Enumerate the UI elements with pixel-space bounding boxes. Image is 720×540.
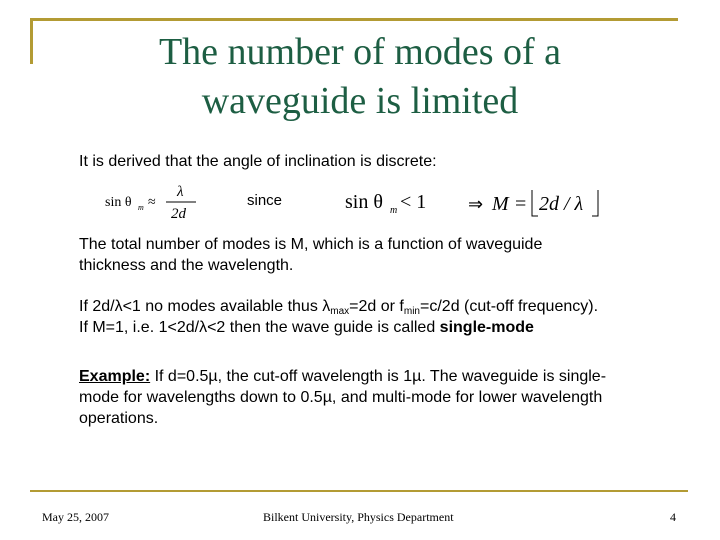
f1-approx: ≈ — [148, 195, 156, 210]
f3-eq: = — [515, 193, 527, 215]
f1-sub: m — [138, 203, 144, 212]
sub-min: min — [403, 306, 420, 317]
modes-line-1 — [79, 296, 699, 317]
modes-line-2 — [79, 317, 699, 338]
footer-institution: Bilkent University, Physics Department — [263, 510, 454, 524]
frame-left-rule — [30, 18, 33, 64]
example-line-1 — [79, 366, 689, 387]
modes-line-2-a: If M=1, i.e. 1<2d/λ<2 then the wave guide is called — [79, 319, 440, 336]
f3-expr: 2d / λ — [539, 193, 584, 215]
total-modes-text — [79, 234, 679, 276]
f3-arrow: ⇒ — [468, 194, 484, 214]
f1-denominator: 2d — [171, 206, 186, 222]
total-line-2: thickness and the wavelength. — [79, 257, 294, 274]
example-line-3: operations. — [79, 410, 159, 427]
formula-sin-theta-less-one — [343, 188, 433, 216]
title-line-2: waveguide is limited — [201, 80, 519, 122]
modes-line-1-b: =2d or f — [349, 298, 404, 315]
title-line-1: The number of modes of a — [158, 31, 562, 73]
f3-var: M — [492, 193, 509, 215]
f2-rel: < 1 — [400, 191, 427, 213]
example-line-2: mode for wavelengths down to 0.5µ, and multi-mode for lower wavelength — [79, 389, 603, 406]
f1-lhs: sin θ — [105, 195, 132, 210]
frame-bottom-rule — [30, 490, 688, 492]
frame-top-rule — [30, 18, 678, 21]
modes-conditions — [79, 296, 699, 338]
formula-mode-count — [466, 188, 606, 218]
modes-line-1-c: =c/2d (cut-off frequency). — [420, 298, 599, 315]
modes-line-1-a: If 2d/λ<1 no modes available thus λ — [79, 298, 331, 315]
sub-max: max — [330, 306, 350, 317]
example-label: Example: — [79, 368, 151, 385]
since-label: since — [247, 192, 283, 209]
formula-sin-theta-approx — [103, 180, 198, 222]
example-first: If d=0.5µ, the cut-off wavelength is 1µ. The waveguide is single- — [150, 368, 607, 385]
total-line-1: The total number of modes is M, which is a function of waveguide — [79, 236, 543, 253]
single-mode-term: single-mode — [439, 319, 534, 336]
f1-numerator: λ — [177, 184, 184, 200]
example-text — [79, 366, 689, 429]
f2-sub: m — [390, 205, 398, 216]
footer-date: May 25, 2007 — [42, 510, 109, 524]
footer-page-number: 4 — [670, 510, 676, 524]
slide-title — [60, 28, 660, 126]
f2-text: sin θ — [345, 191, 383, 213]
intro-text: It is derived that the angle of inclination is discrete: — [79, 153, 437, 170]
